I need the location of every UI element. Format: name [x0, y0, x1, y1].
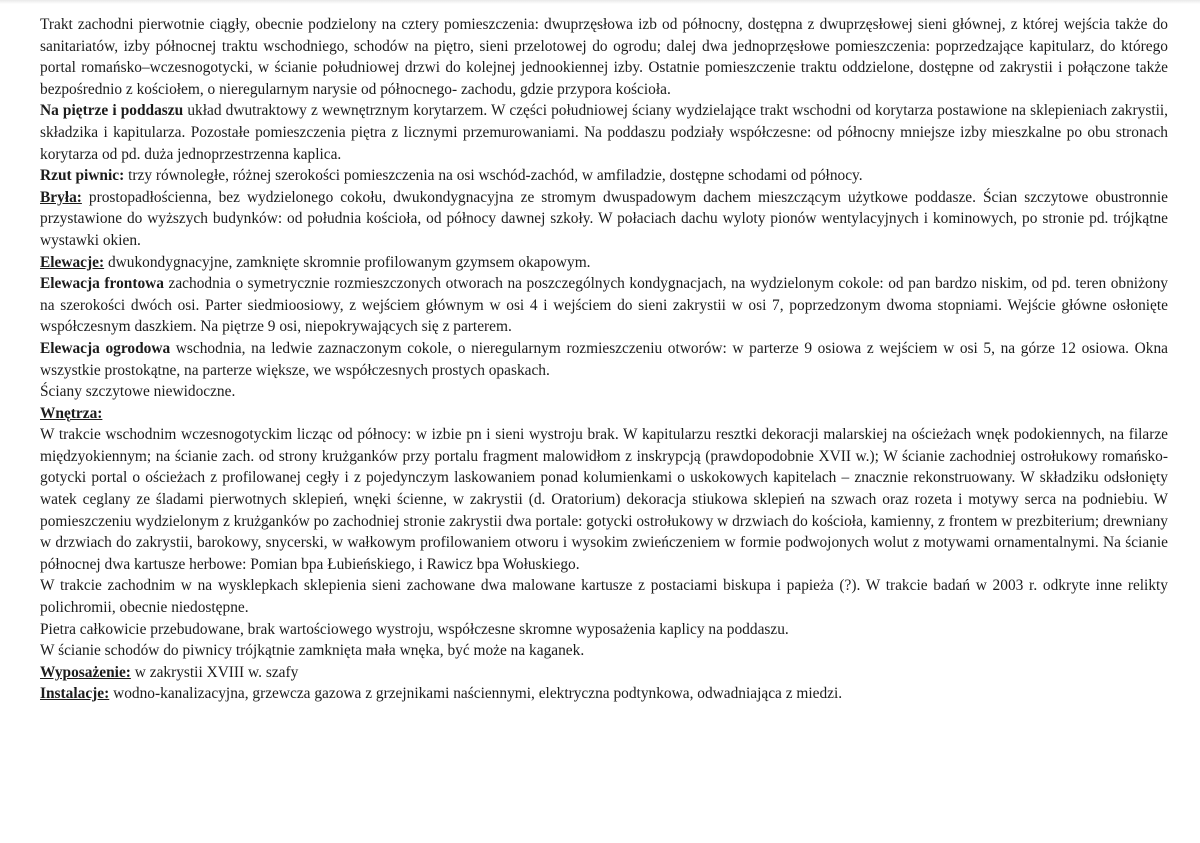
paragraph-bryla — [40, 187, 1168, 252]
paragraph-trakt-wschodni: W trakcie wschodnim wczesnogotyckim licząc od północy: w izbie pn i sieni wystroju brak. W kapitularzu resztki dekoracji malarskiej na ościeżach wnęk podokiennych, na filarze międzyokiennym; na ścianie zach. od strony krużganków przy portalu fragment malowidłom z inskrypcją (prawdopodobnie XVII w.); W ścianie zachodniej ostrołukowy romańsko-gotycki portal o ościeżach z profilowanej cegły i z pojedynczym laskowaniem ponad kolumienkami o uskokowych kapitelach – znacznie rekonstruowany. W składziku odsłonięty watek ceglany ze śladami pierwotnych sklepień, wnęki ścienne, w zakrystii (d. Oratorium) dekoracja stiukowa sklepień na szwach oraz rozeta i motywy serca na podniebiu. W pomieszczeniu wydzielonym z krużganków po zachodniej stronie zakrystii dwa portale: gotycki ostrołukowy w drzwiach do kościoła, kamienny, z frontem w prezbiterium; drewniany w drzwiach do zakrystii, barokowy, snycerski, w wałkowym profilowaniem otworu i wysokim zwieńczeniem w formie podwojonych wolut z motywami ornamentalnymi. Na ścianie północnej dwa kartusze herbowe: Pomian bpa Łubieńskiego, i Rawicz bpa Wołuskiego. — [40, 426, 1168, 573]
heading-elewacja-ogrodowa: Elewacja ogrodowa — [40, 339, 171, 357]
paragraph-rzut-piwnic — [40, 165, 1168, 187]
heading-rzut-piwnic: Rzut piwnic: — [40, 167, 125, 185]
heading-elewacja-frontowa: Elewacja frontowa — [40, 275, 164, 293]
text-elewacja-ogrodowa: wschodnia, na ledwie zaznaczonym cokole, o nieregularnym rozmieszczeniu otworów: w parterze 9 osiowa z wejściem w osi 5, na górze 12 osiowa. Okna wszystkie prostokątne, na parterze większe, we współczesnych prostych opaskach. — [40, 339, 1168, 379]
text-elewacje: dwukondygnacyjne, zamknięte skromnie profilowanym gzymsem okapowym. — [104, 253, 591, 271]
heading-instalacje: Instalacje: — [40, 685, 110, 703]
paragraph-elewacje — [40, 252, 1168, 274]
heading-wyposazenie: Wyposażenie: — [40, 663, 131, 681]
paragraph-wyposazenie — [40, 662, 1168, 684]
text-pietro-poddasze: układ dwutraktowy z wewnętrznym korytarzem. W części południowej ściany wydzielające trakt wschodni od korytarza postawione na sklepieniach zakrystii, składzika i kapitularza. Pozostałe pomieszczenia piętra z licznymi przemurowaniami. Na poddaszu podziały współczesne: od północny mniejsze izby mieszkalne po obu stronach korytarza od pd. duża jednoprzestrzenna kaplica. — [40, 102, 1168, 163]
paragraph-trakt-zachodni: Trakt zachodni pierwotnie ciągły, obecnie podzielony na cztery pomieszczenia: dwuprzęsłowa izb od północny, dostępna z dwuprzęsłowej sieni głównej, z której wejścia także do sanitariatów, izby północnej traktu wschodniego, schodów na piętro, sieni przelotowej do ogrodu; dalej dwa jednoprzęsłowe pomieszczenia: poprzedzające kapitularz, do którego portal romańsko–wczesnogotycki, w ścianie południowej drzwi do kolejnej jednookiennej izby. Ostatnie pomieszczenie traktu oddzielone, dostępne od zakrystii i połączone także bezpośrednio z kościołem, o nieregularnym narysie od północnego- zachodu, gdzie przypora kościoła. — [40, 16, 1168, 98]
text-bryla: prostopadłościenna, bez wydzielonego cokołu, dwukondygnacyjna ze stromym dwuspadowym dachem mieszczącym użytkowe poddasze. Ścian szczytowe obustronnie przystawione do wyższych budynków: od południa kościoła, od północy dawnej szkoły. W połaciach dachu wyloty pionów wentylacyjnych i kominowych, po stronie pd. trójkątne wystawki okien. — [40, 188, 1168, 249]
paragraph-sciany-szczytowe: Ściany szczytowe niewidoczne. — [40, 383, 236, 401]
document-page — [40, 14, 1168, 705]
text-wyposazenie: w zakrystii XVIII w. szafy — [130, 663, 299, 681]
paragraph-elewacja-frontowa — [40, 273, 1168, 338]
paragraph-elewacja-ogrodowa — [40, 338, 1168, 381]
heading-bryla: Bryła: — [40, 188, 82, 206]
paragraph-pietra: Pietra całkowicie przebudowane, brak wartościowego wystroju, współczesne skromne wyposażenia kaplicy na poddaszu. — [40, 620, 789, 638]
text-instalacje: wodno-kanalizacyjna, grzewcza gazowa z grzejnikami naściennymi, elektryczna podtynkowa, odwadniająca z miedzi. — [109, 685, 843, 703]
text-elewacja-frontowa: zachodnia o symetrycznie rozmieszczonych otworach na poszczególnych kondygnacjach, na wydzielonym cokole: od pan bardzo niskim, od pd. teren obniżony na szerokości dwóch osi. Parter siedmioosiowy, z wejściem głównym w osi 4 i wejściem do sieni zakrystii w osi 7, poprzedzonym dwoma stopniami. Wejście główne osłonięte współczesnym daszkiem. Na piętrze 9 osi, niepokrywających się z parterem. — [40, 275, 1168, 336]
heading-elewacje: Elewacje: — [40, 253, 105, 271]
paragraph-pietro-poddasze — [40, 100, 1168, 165]
heading-pietro-poddasze: Na piętrze i poddaszu — [40, 102, 184, 120]
paragraph-instalacje — [40, 683, 1168, 705]
paragraph-wneka: W ścianie schodów do piwnicy trójkątnie zamknięta mała wnęka, być może na kaganek. — [40, 642, 585, 660]
paragraph-trakt-zachodni-wnetrza: W trakcie zachodnim w na wysklepkach sklepienia sieni zachowane dwa malowane kartusze z postaciami biskupa i papieża (?). W trakcie badań w 2003 r. odkryte inne relikty polichromii, obecnie niedostępne. — [40, 577, 1168, 617]
heading-wnetrza: Wnętrza: — [40, 404, 103, 422]
paragraph-wnetrza-heading — [40, 403, 1168, 425]
text-rzut-piwnic: trzy równoległe, różnej szerokości pomieszczenia na osi wschód-zachód, w amfiladzie, dostępne schodami od północy. — [124, 167, 863, 185]
scan-top-edge — [0, 0, 1200, 4]
